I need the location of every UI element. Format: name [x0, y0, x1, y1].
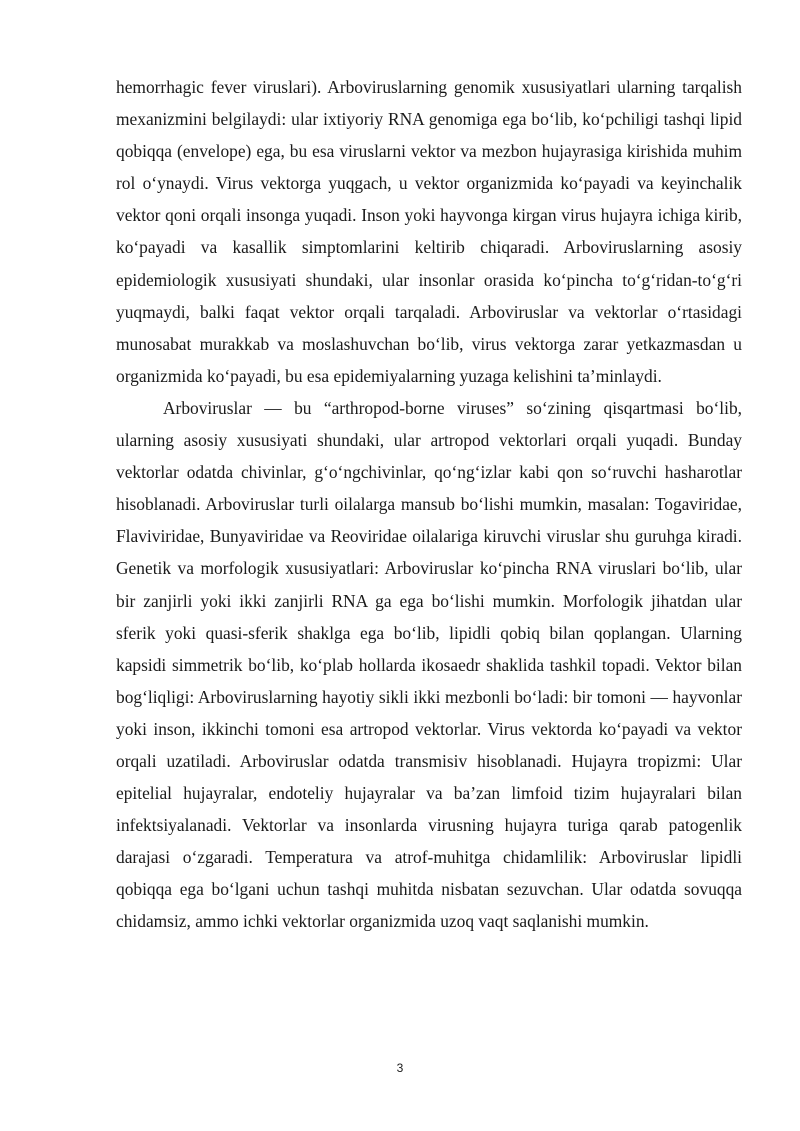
- body-text: [116, 71, 742, 938]
- paragraph-arboviruses-definition: Arboviruslar — bu “arthropod-borne viruses” so‘zining qisqartmasi bo‘lib, ularning asosiy xususiyati shundaki, ular artropod vektorlari orqali yuqadi. Bunday vektorlar odatda chivinlar, g‘o‘ngchivinlar, qo‘ng‘izlar kabi qon so‘ruvchi hasharotlar hisoblanadi. Arboviruslar turli oilalarga mansub bo‘lishi mumkin, masalan: Togaviridae, Flaviviridae, Bunyaviridae va Reoviridae oilalariga kiruvchi viruslar shu guruhga kiradi. Genetik va morfologik xususiyatlari: Arboviruslar ko‘pincha RNA viruslari bo‘lib, ular bir zanjirli yoki ikki zanjirli RNA ga ega bo‘lishi mumkin. Morfologik jihatdan ular sferik yoki quasi-sferik shaklga ega bo‘lib, lipidli qobiq bilan qoplangan. Ularning kapsidi simmetrik bo‘lib, ko‘plab hollarda ikosaedr shaklida tashkil topadi. Vektor bilan bog‘liqligi: Arboviruslarning hayotiy sikli ikki mezbonli bo‘ladi: bir tomoni — hayvonlar yoki inson, ikkinchi tomoni esa artropod vektorlar. Virus vektorda ko‘payadi va vektor orqali uzatiladi. Arboviruslar odatda transmisiv hisoblanadi. Hujayra tropizmi: Ular epitelial hujayralar, endoteliy hujayralar va ba’zan limfoid tizim hujayralari bilan infektsiyalanadi. Vektorlar va insonlarda virusning hujayra turiga qarab patogenlik darajasi o‘zgaradi. Temperatura va atrof-muhitga chidamlilik: Arboviruslar lipidli qobiqqa ega bo‘lgani uchun tashqi muhitda nisbatan sezuvchan. Ular odatda sovuqqa chidamsiz, ammo ichki vektorlar organizmida uzoq vaqt saqlanishi mumkin.: [116, 397, 742, 932]
- paragraph-continuation: hemorrhagic fever viruslari). Arboviruslarning genomik xususiyatlari ularning tarqalish mexanizmini belgilaydi: ular ixtiyoriy RNA genomiga ega bo‘lib, ko‘pchiligi tashqi lipid qobiqqa (envelope) ega, bu esa viruslarni vektor va mezbon hujayrasiga kirishida muhim rol o‘ynaydi. Virus vektorga yuqgach, u vektor organizmida ko‘payadi va keyinchalik vektor qoni orqali insonga yuqadi. Inson yoki hayvonga kirgan virus hujayra ichiga kirib, ko‘payadi va kasallik simptomlarini keltirib chiqaradi. Arboviruslarning asosiy epidemiologik xususiyati shundaki, ular insonlar orasida ko‘pincha to‘g‘ridan-to‘g‘ri yuqmaydi, balki faqat vektor orqali tarqaladi. Arboviruslar va vektorlar o‘rtasidagi munosabat murakkab va moslashuvchan bo‘lib, virus vektorga zarar yetkazmasdan u organizmida ko‘payadi, bu esa epidemiyalarning yuzaga kelishini ta’minlaydi.: [116, 77, 742, 386]
- page-number: 3: [396, 1061, 404, 1075]
